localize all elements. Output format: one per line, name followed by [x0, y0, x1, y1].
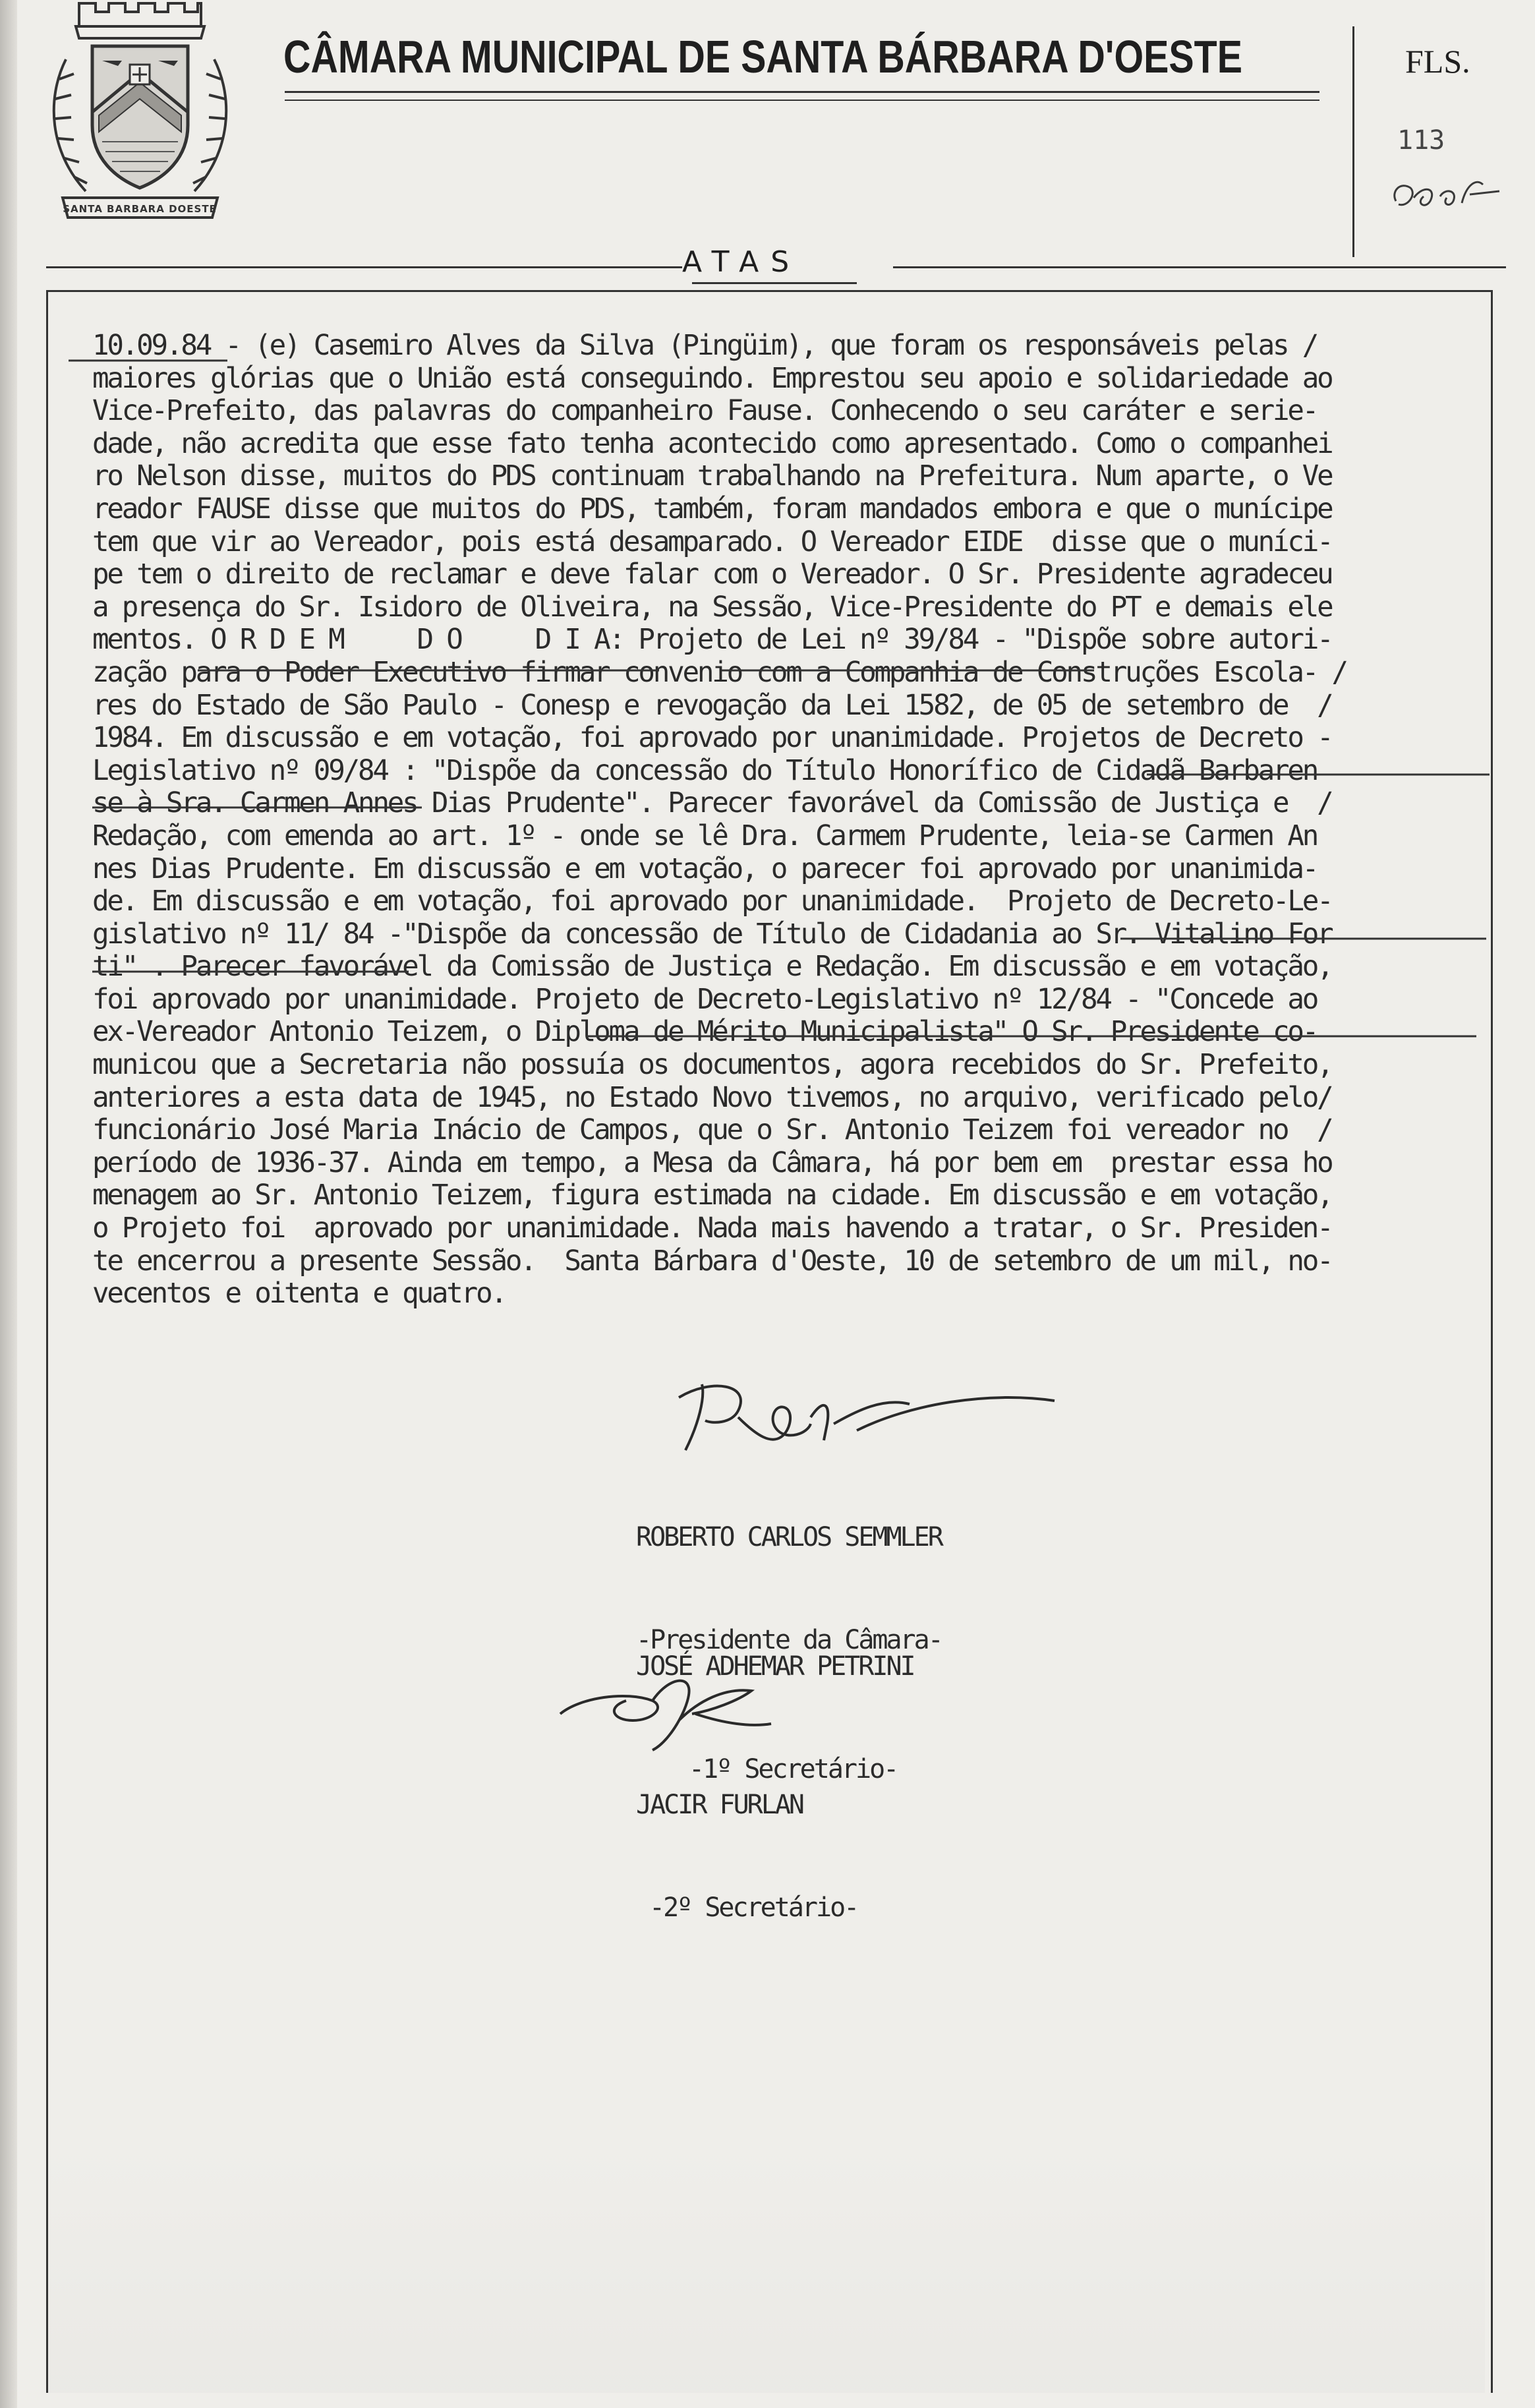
minutes-line: Vice-Prefeito, das palavras do companheiro Fause. Conhecendo o seu caráter e serie-	[92, 395, 1318, 428]
minutes-line: maiores glórias que o União está conseguindo. Emprestou seu apoio e solidariedade ao	[92, 362, 1332, 395]
signatory-role: -1º Secretário-	[689, 1754, 898, 1784]
minutes-line: res do Estado de São Paulo - Conesp e revogação da Lei 1582, de 05 de setembro de /	[92, 689, 1332, 722]
minutes-line: se à Sra. Carmen Annes Dias Prudente". Parecer favorável da Comissão de Justiça e /	[92, 787, 1332, 820]
minutes-line: municou que a Secretaria não possuía os documentos, agora recebidos do Sr. Prefeito,	[92, 1049, 1332, 1082]
minutes-line: ti" . Parecer favorável da Comissão de Justiça e Redação. Em discussão e em votação,	[92, 951, 1332, 984]
section-title: ATAS	[682, 245, 801, 279]
folio-number: 113	[1397, 125, 1445, 156]
header-divider	[1352, 26, 1354, 257]
signatory-name: JOSÉ ADHEMAR PETRINI	[636, 1651, 914, 1682]
minutes-line: pe tem o direito de reclamar e deve falar com o Vereador. O Sr. Presidente agradeceu	[92, 558, 1332, 591]
page-bottom-area	[48, 2142, 1485, 2393]
section-title-underline	[692, 282, 857, 284]
signatory-name: ROBERTO CARLOS SEMMLER	[636, 1522, 942, 1552]
section-rule-right	[893, 266, 1506, 268]
minutes-line: funcionário José Maria Inácio de Campos, que o Sr. Antonio Teizem foi vereador no /	[92, 1114, 1332, 1147]
minutes-line: a presença do Sr. Isidoro de Oliveira, na Sessão, Vice-Presidente do PT e demais ele	[92, 591, 1332, 624]
minutes-line: reador FAUSE disse que muitos do PDS, também, foram mandados embora e que o munícipe	[92, 492, 1332, 525]
minutes-line: 1984. Em discussão e em votação, foi aprovado por unanimidade. Projetos de Decreto -	[92, 722, 1332, 755]
organization-title: CÂMARA MUNICIPAL DE SANTA BÁRBARA D'OESTE	[283, 31, 1243, 82]
minutes-line: 10.09.84 - (e) Casemiro Alves da Silva (Pingüim), que foram os responsáveis pelas /	[92, 330, 1318, 362]
minutes-line: ro Nelson disse, muitos do PDS continuam trabalhando na Prefeitura. Num aparte, o Ve	[92, 460, 1332, 493]
minutes-line: dade, não acredita que esse fato tenha acontecido como apresentado. Como o companhei	[92, 427, 1332, 460]
minutes-line: Redação, com emenda ao art. 1º - onde se lê Dra. Carmem Prudente, leia-se Carmen An	[92, 819, 1318, 852]
minutes-line: nes Dias Prudente. Em discussão e em votação, o parecer foi aprovado por unanimida-	[92, 852, 1318, 885]
minutes-line: te encerrou a presente Sessão. Santa Bárbara d'Oeste, 10 de setembro de um mil, no-	[92, 1245, 1332, 1277]
svg-text:SANTA BARBARA DOESTE: SANTA BARBARA DOESTE	[63, 203, 217, 215]
signatory-role: -Presidente da Câmara-	[636, 1625, 942, 1655]
signatory-name: JACIR FURLAN	[636, 1790, 803, 1820]
signatory-role: -2º Secretário-	[649, 1893, 858, 1923]
minutes-line: anteriores a esta data de 1945, no Estado Novo tivemos, no arquivo, verificado pelo/	[92, 1081, 1332, 1114]
minutes-line: mentos. O R D E M D O D I A: Projeto de Lei nº 39/84 - "Dispõe sobre autori-	[92, 624, 1332, 657]
folio-initials-signature	[1384, 165, 1516, 218]
municipal-crest-icon	[40, 0, 237, 231]
section-rule-left	[46, 266, 682, 268]
minutes-line: gislativo nº 11/ 84 -"Dispõe da concessão de Título de Cidadania ao Sr. Vitalino For	[92, 918, 1332, 951]
page-edge-shadow	[0, 0, 17, 2408]
minutes-line: ex-Vereador Antonio Teizem, o Diploma de Mérito Municipalista" O Sr. Presidente co-	[92, 1016, 1318, 1049]
signature-block-second-secretary	[636, 1719, 1097, 1993]
minutes-line: período de 1936-37. Ainda em tempo, a Mesa da Câmara, há por bem em prestar essa ho	[92, 1146, 1332, 1179]
minutes-line: Legislativo nº 09/84 : "Dispõe da concessão do Título Honorífico de Cidadã Barbaren	[92, 754, 1318, 787]
title-double-rule	[285, 91, 1319, 101]
minutes-line: de. Em discussão e em votação, foi aprovado por unanimidade. Projeto de Decreto-Le-	[92, 885, 1332, 918]
minutes-line: foi aprovado por unanimidade. Projeto de Decreto-Legislativo nº 12/84 - "Concede ao	[92, 983, 1318, 1016]
minutes-body	[92, 330, 1496, 1310]
minutes-line: o Projeto foi aprovado por unanimidade. Nada mais havendo a tratar, o Sr. Presiden-	[92, 1212, 1332, 1245]
minutes-line: zação para o Poder Executivo firmar convenio com a Companhia de Construções Escola- /	[92, 656, 1347, 689]
folio-label: FLS.	[1405, 43, 1470, 80]
minutes-line: tem que vir ao Vereador, pois está desamparado. O Vereador EIDE disse que o muníci-	[92, 525, 1332, 558]
minutes-line: menagem ao Sr. Antonio Teizem, figura estimada na cidade. Em discussão e em votação,	[92, 1179, 1332, 1212]
minutes-line: vecentos e oitenta e quatro.	[92, 1277, 506, 1310]
